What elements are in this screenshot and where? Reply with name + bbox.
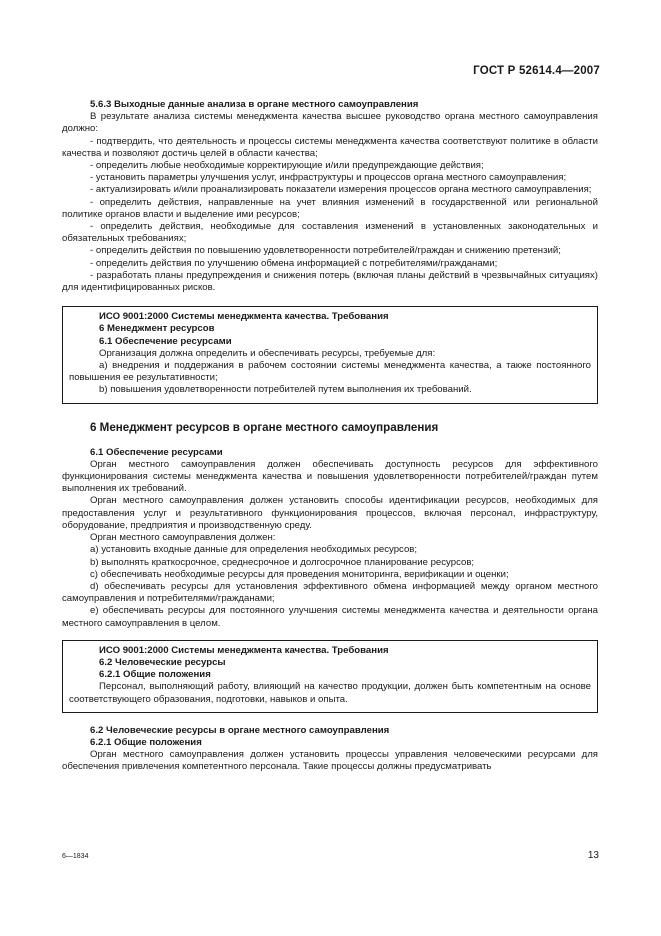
document-id-header: ГОСТ Р 52614.4—2007 [473,65,600,77]
iso-quote-title: ИСО 9001:2000 Системы менеджмента качества. Требования [99,311,389,323]
iso-quote-title: ИСО 9001:2000 Системы менеджмента качества. Требования [99,644,389,656]
iso-quote-text: а) внедрения и поддержания в рабочем состоянии системы менеджмента качества, а также постоянного повышения ее результативности; [69,360,591,384]
list-item: - определить любые необходимые корректирующие и/или предупреждающие действия; [90,160,484,172]
list-item: e) обеспечивать ресурсы для постоянного улучшения системы менеджмента качества и деятельности органа местного самоуправления в целом. [62,605,598,629]
page-number: 13 [587,850,599,861]
section-6-title: 6 Менеджмент ресурсов в органе местного самоуправления [90,420,439,434]
paragraph: Орган местного самоуправления должен обеспечивать доступность ресурсов для эффективного функционирования системы менеджмента качества и повышения удовлетворенности потребителей/граждан путем выполнения их требований. [62,458,598,495]
print-code: 6—1834 [62,853,89,860]
iso-quote-box-2 [62,640,598,713]
paragraph: Орган местного самоуправления должен установить процессы управления человеческими ресурсами для обеспечения привлечения компетентного персонала. Такие процессы должны предусматривать [62,749,598,773]
iso-quote-heading: 6.2 Человеческие ресурсы [99,656,226,668]
paragraph: Орган местного самоуправления должен: [90,532,276,544]
spacer [62,713,598,725]
list-item: - определить действия по улучшению обмена информацией с потребителями/гражданами; [90,257,498,269]
iso-quote-heading: 6 Менеджмент ресурсов [99,323,215,335]
section-62-title: 6.2 Человеческие ресурсы в органе местного самоуправления [90,724,390,736]
iso-quote-text: Организация должна определить и обеспечивать ресурсы, требуемые для: [99,347,436,359]
list-item: - актуализировать и/или проанализировать показатели измерения процессов органа местного самоуправления; [90,184,592,196]
list-item: - разработать планы предупреждения и снижения потерь (включая планы действий в чрезвычайных ситуациях) для идентифицированных рисков. [62,269,598,294]
list-item: d) обеспечивать ресурсы для установления эффективного обмена информацией между органом местного самоуправления и потребителями/гражданами; [62,580,598,605]
iso-quote-text: b) повышения удовлетворенности потребителей путем выполнения их требований. [99,384,472,396]
iso-quote-subheading: 6.1 Обеспечение ресурсами [99,335,232,347]
list-item: - определить действия по повышению удовлетворенности потребителей/граждан и снижению претензий; [90,245,561,257]
iso-quote-box-1 [62,306,598,403]
list-item: а) установить входные данные для определения необходимых ресурсов; [90,544,418,556]
iso-quote-subheading: 6.2.1 Общие положения [99,669,211,681]
iso-quote-text: Персонал, выполняющий работу, влияющий на качество продукции, должен быть компетентным на основе соответствующего образования, подготовки, навыков и опыта. [69,681,591,705]
list-item: c) обеспечивать необходимые ресурсы для проведения мониторинга, верификации и оценки; [90,568,509,580]
page-content [62,99,598,774]
section-563-title: 5.6.3 Выходные данные анализа в органе местного самоуправления [90,99,419,110]
list-item: - определить действия, направленные на учет влияния изменений в государственной или региональной политике органов власти и выделение ими ресурсов; [62,196,598,220]
section-61-title: 6.1 Обеспечение ресурсами [90,446,223,458]
list-item: b) выполнять краткосрочное, среднесрочное и долгосрочное планирование ресурсов; [90,556,475,568]
list-item: - подтвердить, что деятельность и процессы системы менеджмента качества соответствуют политике в области качества и позволяют достичь целей в области качества; [62,135,598,159]
list-item: - определить действия, необходимые для составления изменений в установленных законодательных и обязательных требованиях; [62,221,598,245]
section-621-title: 6.2.1 Общие положения [90,736,202,748]
section-563-intro: В результате анализа системы менеджмента качества высшее руководство органа местного самоуправления должно: [62,111,598,135]
paragraph: Орган местного самоуправления должен установить способы идентификации ресурсов, необходимых для предоставления услуг и результативного функционирования процессов, включая персонал, инфраструктуру, оборудование, предприятия и производственную среду. [62,495,598,531]
list-item: - установить параметры улучшения услуг, инфраструктуры и процессов органа местного самоуправления; [90,172,567,184]
